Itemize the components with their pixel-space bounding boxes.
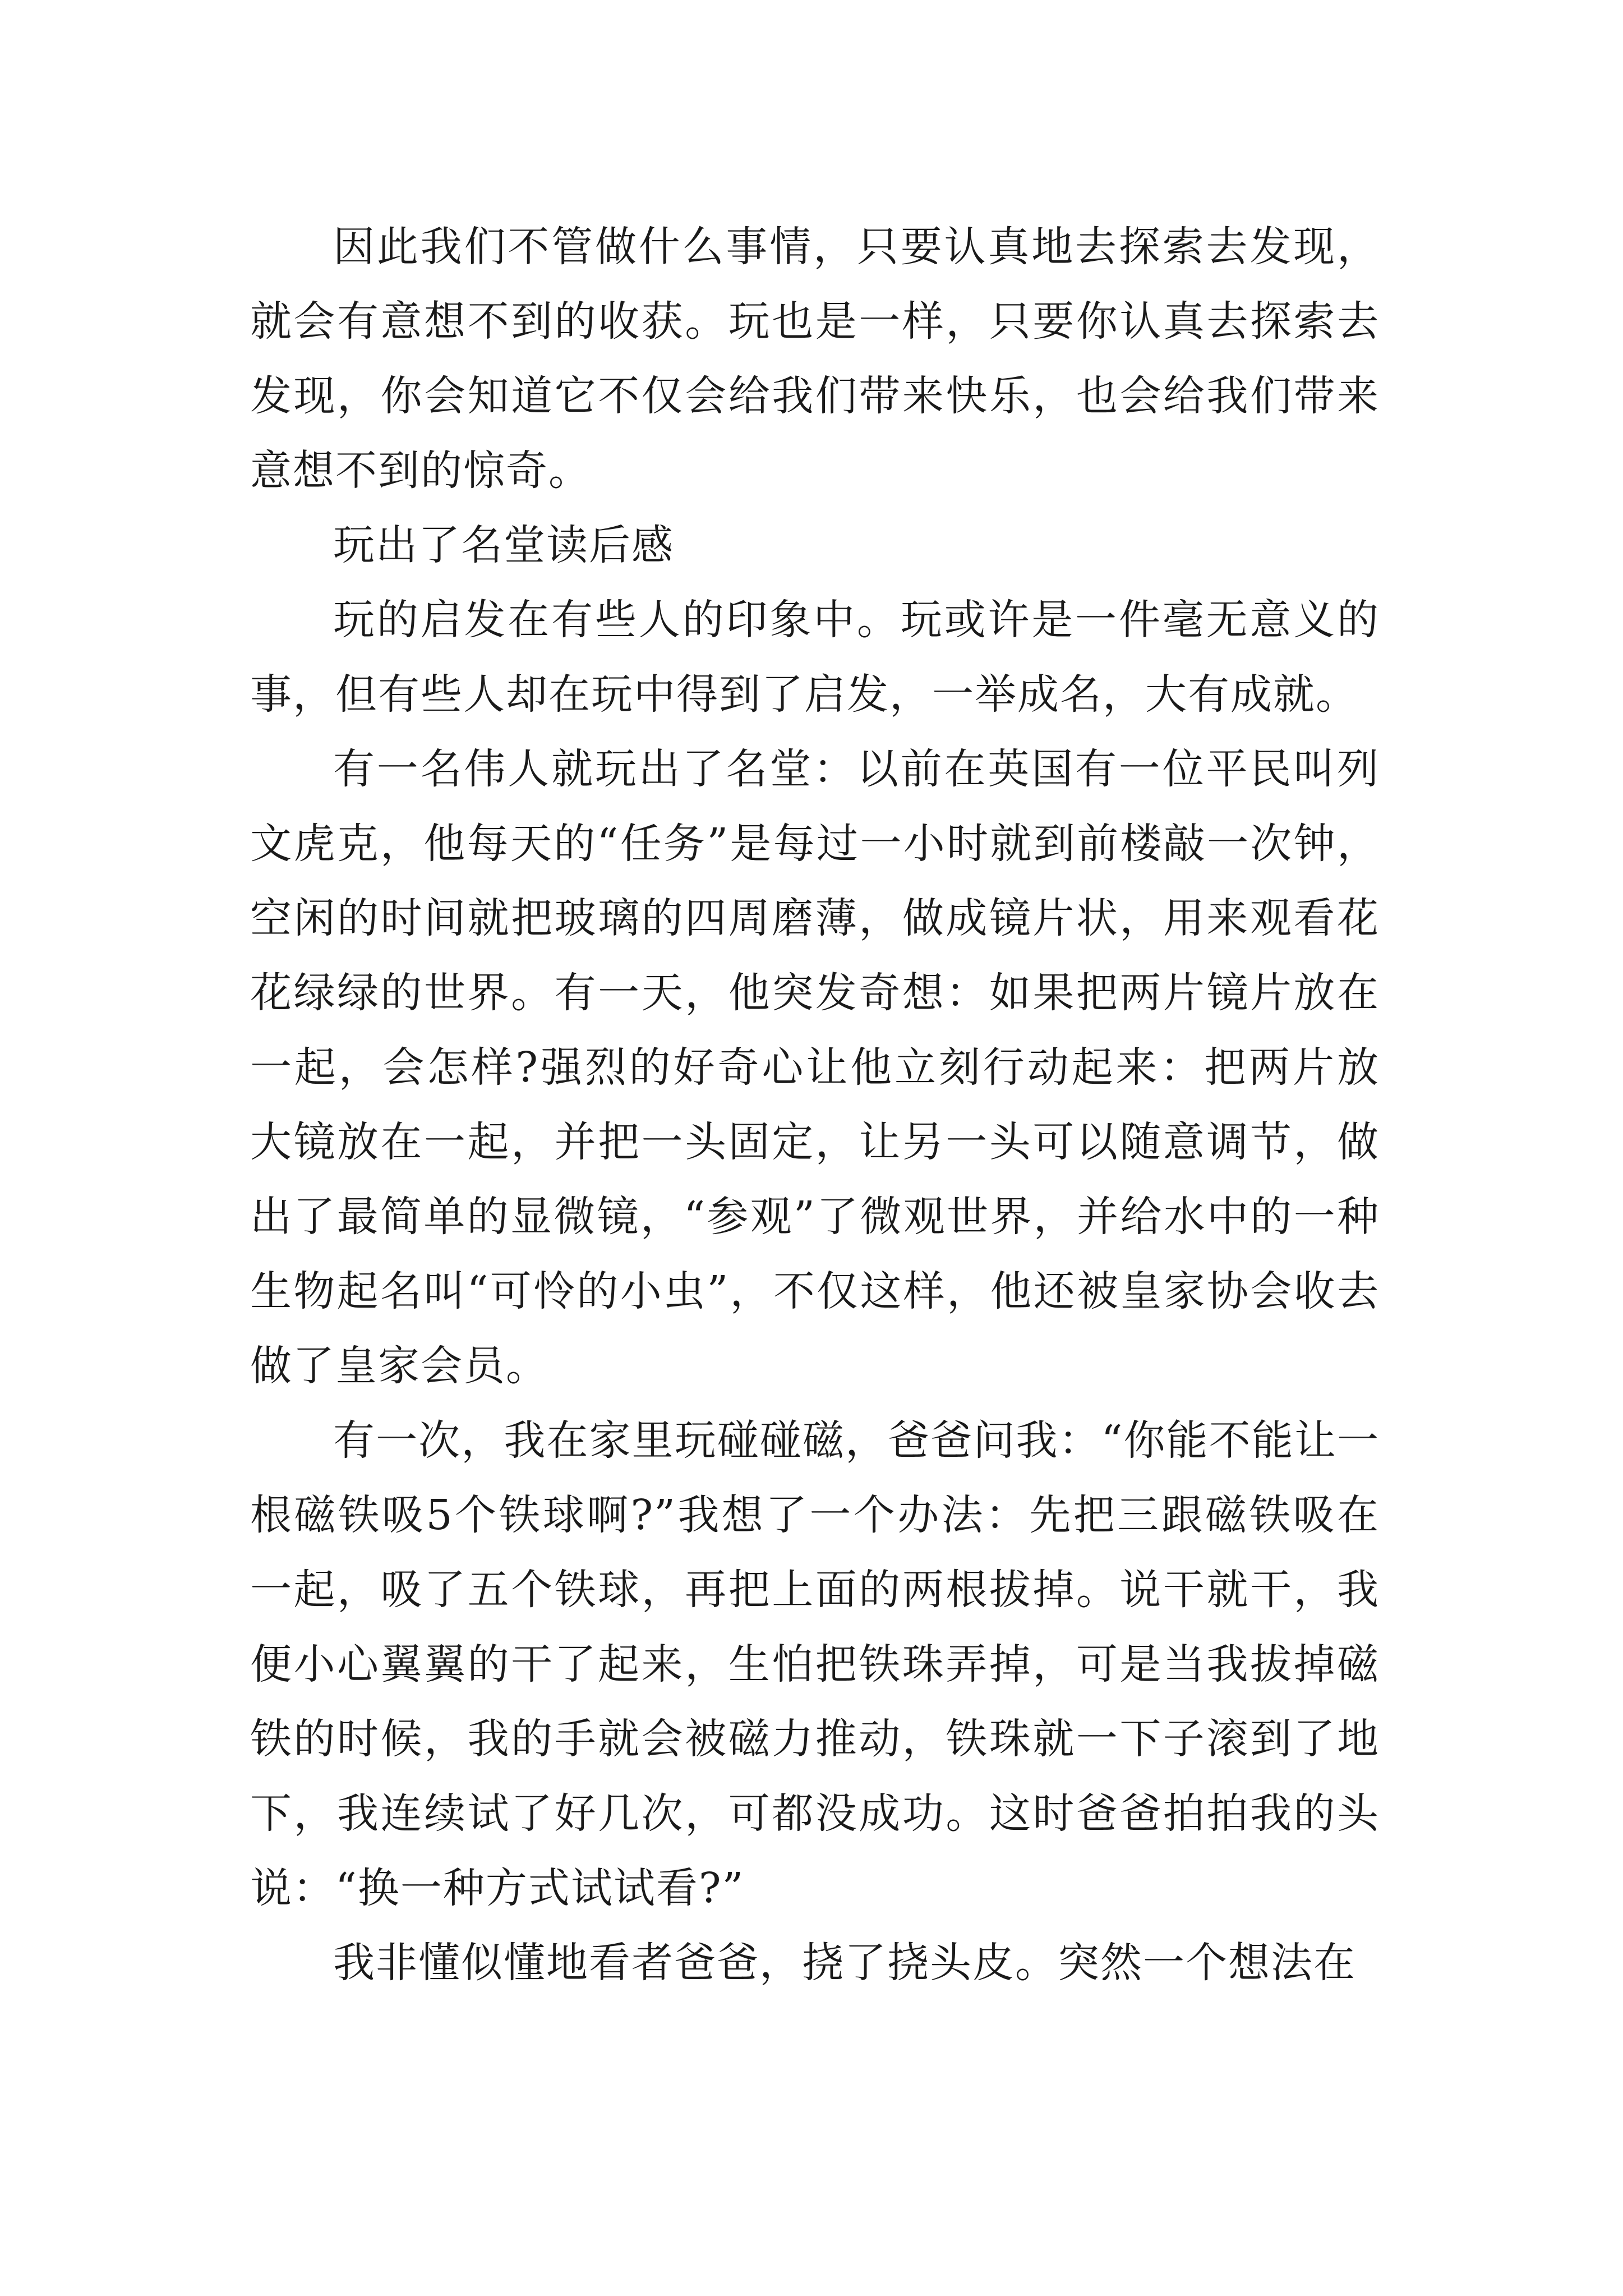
paragraph-intro: 玩的启发在有些人的印象中。玩或许是一件毫无意义的事，但有些人却在玩中得到了启发，一举成名，大有成就。	[250, 596, 1380, 719]
essay-title: 玩出了名堂读后感	[333, 521, 674, 569]
paragraph-conclusion: 因此我们不管做什么事情，只要认真地去探索去发现，就会有意想不到的收获。玩也是一样，只要你认真去探索去发现，你会知道它不仅会给我们带来快乐，也会给我们带来意想不到的惊奇。	[250, 223, 1380, 495]
paragraph-magnet-story: 有一次，我在家里玩碰碰磁，爸爸问我：“你能不能让一根磁铁吸5个铁球啊?”我想了一个办法：先把三跟磁铁吸在一起，吸了五个铁球，再把上面的两根拔掉。说干就干，我便小心翼翼的干了起来，生怕把铁珠弄掉，可是当我拔掉磁铁的时候，我的手就会被磁力推动，铁珠就一下子滚到了地下，我连续试了好几次，可都没成功。这时爸爸拍拍我的头说：“换一种方式试试看?”	[250, 1416, 1380, 1912]
document-body	[250, 210, 1380, 2000]
paragraph-continuation: 我非懂似懂地看者爸爸，挠了挠头皮。突然一个想法在	[333, 1939, 1356, 1987]
paragraph-leeuwenhoek: 有一名伟人就玩出了名堂：以前在英国有一位平民叫列文虎克，他每天的“任务”是每过一小时就到前楼敲一次钟，空闲的时间就把玻璃的四周磨薄，做成镜片状，用来观看花花绿绿的世界。有一天，他突发奇想：如果把两片镜片放在一起，会怎样?强烈的好奇心让他立刻行动起来：把两片放大镜放在一起，并把一头固定，让另一头可以随意调节，做出了最简单的显微镜，“参观”了微观世界，并给水中的一种生物起名叫“可怜的小虫”，不仅这样，他还被皇家协会收去做了皇家会员。	[250, 745, 1380, 1390]
